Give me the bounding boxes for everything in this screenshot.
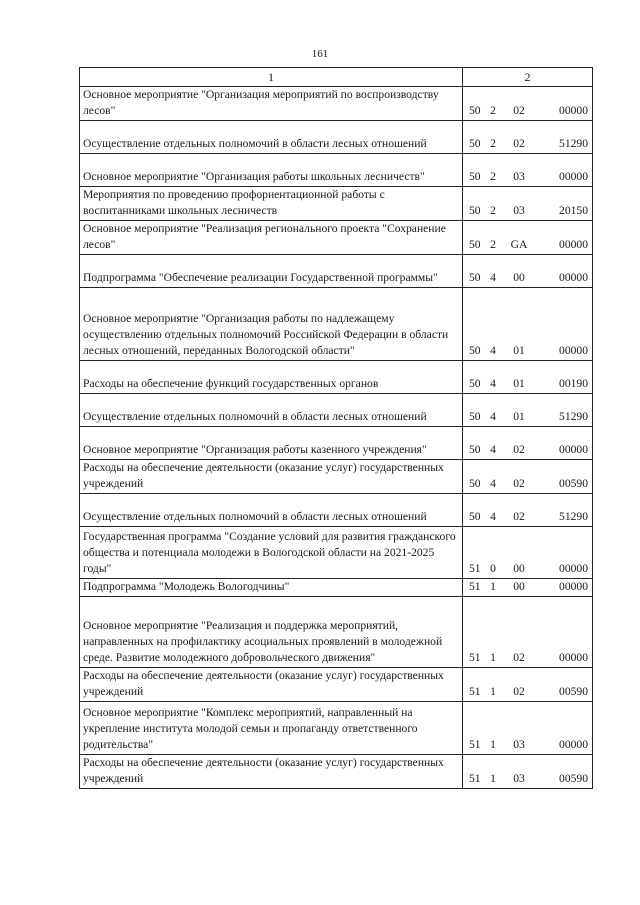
code-program: 50 <box>469 238 481 251</box>
code-subprogram: 0 <box>490 562 496 575</box>
code-program: 51 <box>469 738 481 751</box>
row-code-cell <box>463 394 593 427</box>
code-measure: 02 <box>513 443 525 456</box>
code-direction: 00000 <box>559 651 588 664</box>
row-name: Основное мероприятие "Организация работы по надлежащему осуществлению отдельных полномочий Российской Федерации в области лесных отношений, переданных Вологодской области" <box>83 312 449 357</box>
code-measure: 00 <box>513 562 525 575</box>
code-measure: 03 <box>513 772 525 785</box>
table-row <box>80 288 593 361</box>
code-program: 50 <box>469 443 481 456</box>
classification-code <box>466 684 589 699</box>
table-row <box>80 394 593 427</box>
row-code-cell <box>463 121 593 154</box>
classification-code <box>466 442 589 457</box>
row-name: Осуществление отдельных полномочий в области лесных отношений <box>83 137 427 150</box>
code-program: 50 <box>469 137 481 150</box>
code-direction: 00000 <box>559 580 588 593</box>
table-row <box>80 187 593 221</box>
code-measure: 02 <box>513 510 525 523</box>
row-code-cell <box>463 527 593 579</box>
code-direction: 00000 <box>559 443 588 456</box>
row-name-cell <box>80 361 463 394</box>
table-row <box>80 361 593 394</box>
row-name: Основное мероприятие "Комплекс мероприятий, направленный на укрепление института молодой семьи и пропаганду ответственного родительства" <box>83 706 418 751</box>
code-program: 50 <box>469 510 481 523</box>
classification-code <box>466 737 589 752</box>
classification-code <box>466 376 589 391</box>
classification-code <box>466 650 589 665</box>
row-name-cell <box>80 121 463 154</box>
table-row <box>80 527 593 579</box>
classification-code <box>466 343 589 358</box>
table-row <box>80 427 593 460</box>
code-measure: 03 <box>513 170 525 183</box>
code-subprogram: 2 <box>490 238 496 251</box>
code-subprogram: 1 <box>490 685 496 698</box>
code-subprogram: 2 <box>490 137 496 150</box>
code-measure: 02 <box>513 137 525 150</box>
row-name: Расходы на обеспечение функций государственных органов <box>83 377 379 390</box>
code-direction: 51290 <box>559 410 588 423</box>
row-name-cell <box>80 579 463 597</box>
code-direction: 51290 <box>559 137 588 150</box>
row-name: Подпрограмма "Обеспечение реализации Государственной программы" <box>83 271 438 284</box>
row-code-cell <box>463 255 593 288</box>
code-program: 50 <box>469 170 481 183</box>
classification-code <box>466 237 589 252</box>
row-name-cell <box>80 460 463 494</box>
row-name: Осуществление отдельных полномочий в области лесных отношений <box>83 410 427 423</box>
row-code-cell <box>463 154 593 187</box>
classification-code <box>466 203 589 218</box>
code-subprogram: 1 <box>490 772 496 785</box>
table-row <box>80 154 593 187</box>
row-name: Основное мероприятие "Организация работы школьных лесничеств" <box>83 170 425 183</box>
code-measure: 01 <box>513 377 525 390</box>
code-subprogram: 2 <box>490 170 496 183</box>
row-name: Основное мероприятие "Реализация и поддержка мероприятий, направленных на профилактику асоциальных проявлений в молодежной среде. Развитие молодежного добровольческого движения" <box>83 619 443 664</box>
code-direction: 00000 <box>559 238 588 251</box>
row-name: Мероприятия по проведению профориентационной работы с воспитанниками школьных лесничеств <box>83 188 385 217</box>
code-measure: 00 <box>513 580 525 593</box>
table-row <box>80 121 593 154</box>
row-code-cell <box>463 361 593 394</box>
row-name: Подпрограмма "Молодежь Вологодчины" <box>83 580 290 593</box>
classification-code <box>466 270 589 285</box>
table-header-row <box>80 68 593 87</box>
row-code-cell <box>463 221 593 255</box>
code-measure: 03 <box>513 204 525 217</box>
code-subprogram: 4 <box>490 443 496 456</box>
table-row <box>80 597 593 668</box>
row-code-cell <box>463 579 593 597</box>
code-measure: 02 <box>513 477 525 490</box>
table-row <box>80 579 593 597</box>
row-code-cell <box>463 87 593 121</box>
classification-code <box>466 136 589 151</box>
code-direction: 00590 <box>559 477 588 490</box>
code-measure: 03 <box>513 738 525 751</box>
row-name-cell <box>80 597 463 668</box>
code-program: 50 <box>469 204 481 217</box>
code-program: 51 <box>469 580 481 593</box>
row-name-cell <box>80 494 463 527</box>
row-name: Осуществление отдельных полномочий в области лесных отношений <box>83 510 427 523</box>
code-program: 50 <box>469 344 481 357</box>
row-name-cell <box>80 87 463 121</box>
code-measure: 01 <box>513 344 525 357</box>
code-subprogram: 1 <box>490 651 496 664</box>
code-direction: 00000 <box>559 104 588 117</box>
row-name: Государственная программа "Создание условий для развития гражданского общества и потенциала молодежи в Вологодской области на 2021-2025 годы" <box>83 530 456 575</box>
code-direction: 51290 <box>559 510 588 523</box>
classification-code <box>466 409 589 424</box>
code-direction: 00590 <box>559 685 588 698</box>
code-subprogram: 4 <box>490 510 496 523</box>
row-name-cell <box>80 154 463 187</box>
budget-classification-table <box>79 67 593 789</box>
code-direction: 20150 <box>559 204 588 217</box>
classification-code <box>466 476 589 491</box>
code-measure: 00 <box>513 271 525 284</box>
code-subprogram: 2 <box>490 104 496 117</box>
row-name-cell <box>80 255 463 288</box>
row-name: Основное мероприятие "Реализация регионального проекта "Сохранение лесов" <box>83 222 446 251</box>
row-code-cell <box>463 460 593 494</box>
table-row <box>80 255 593 288</box>
code-program: 51 <box>469 772 481 785</box>
code-direction: 00000 <box>559 271 588 284</box>
code-subprogram: 4 <box>490 410 496 423</box>
row-name-cell <box>80 288 463 361</box>
row-code-cell <box>463 702 593 755</box>
row-code-cell <box>463 597 593 668</box>
code-direction: 00000 <box>559 562 588 575</box>
code-program: 50 <box>469 410 481 423</box>
row-code-cell <box>463 668 593 702</box>
page-number: 161 <box>311 48 329 60</box>
row-name-cell <box>80 755 463 789</box>
row-code-cell <box>463 427 593 460</box>
row-name: Расходы на обеспечение деятельности (оказание услуг) государственных учреждений <box>83 461 444 490</box>
code-measure: 02 <box>513 685 525 698</box>
code-measure: 02 <box>513 651 525 664</box>
row-name: Основное мероприятие "Организация работы казенного учреждения" <box>83 443 427 456</box>
code-subprogram: 4 <box>490 271 496 284</box>
row-name-cell <box>80 427 463 460</box>
table-row <box>80 460 593 494</box>
row-code-cell <box>463 288 593 361</box>
classification-code <box>466 771 589 786</box>
row-name-cell <box>80 187 463 221</box>
row-name: Расходы на обеспечение деятельности (оказание услуг) государственных учреждений <box>83 756 444 785</box>
code-direction: 00590 <box>559 772 588 785</box>
table-row <box>80 755 593 789</box>
code-program: 50 <box>469 477 481 490</box>
row-name-cell <box>80 668 463 702</box>
row-code-cell <box>463 755 593 789</box>
code-direction: 00190 <box>559 377 588 390</box>
code-program: 50 <box>469 377 481 390</box>
row-name-cell <box>80 527 463 579</box>
row-code-cell <box>463 187 593 221</box>
table-row <box>80 668 593 702</box>
code-subprogram: 1 <box>490 738 496 751</box>
code-subprogram: 4 <box>490 477 496 490</box>
table-row <box>80 494 593 527</box>
table-row <box>80 221 593 255</box>
column-header-code: 2 <box>463 68 593 87</box>
code-direction: 00000 <box>559 344 588 357</box>
column-header-name: 1 <box>80 68 463 87</box>
classification-code <box>466 579 589 594</box>
code-program: 50 <box>469 104 481 117</box>
row-name-cell <box>80 394 463 427</box>
code-subprogram: 4 <box>490 344 496 357</box>
classification-code <box>466 169 589 184</box>
classification-code <box>466 561 589 576</box>
code-subprogram: 1 <box>490 580 496 593</box>
row-name: Расходы на обеспечение деятельности (оказание услуг) государственных учреждений <box>83 669 444 698</box>
row-code-cell <box>463 494 593 527</box>
code-program: 51 <box>469 651 481 664</box>
code-measure: 01 <box>513 410 525 423</box>
code-subprogram: 2 <box>490 204 496 217</box>
code-subprogram: 4 <box>490 377 496 390</box>
row-name: Основное мероприятие "Организация мероприятий по воспроизводству лесов" <box>83 88 439 117</box>
row-name-cell <box>80 702 463 755</box>
row-name-cell <box>80 221 463 255</box>
table-row <box>80 702 593 755</box>
code-program: 51 <box>469 685 481 698</box>
code-direction: 00000 <box>559 738 588 751</box>
code-measure: GA <box>510 238 528 251</box>
classification-code <box>466 103 589 118</box>
code-direction: 00000 <box>559 170 588 183</box>
code-program: 50 <box>469 271 481 284</box>
classification-code <box>466 509 589 524</box>
table-row <box>80 87 593 121</box>
code-program: 51 <box>469 562 481 575</box>
code-measure: 02 <box>513 104 525 117</box>
